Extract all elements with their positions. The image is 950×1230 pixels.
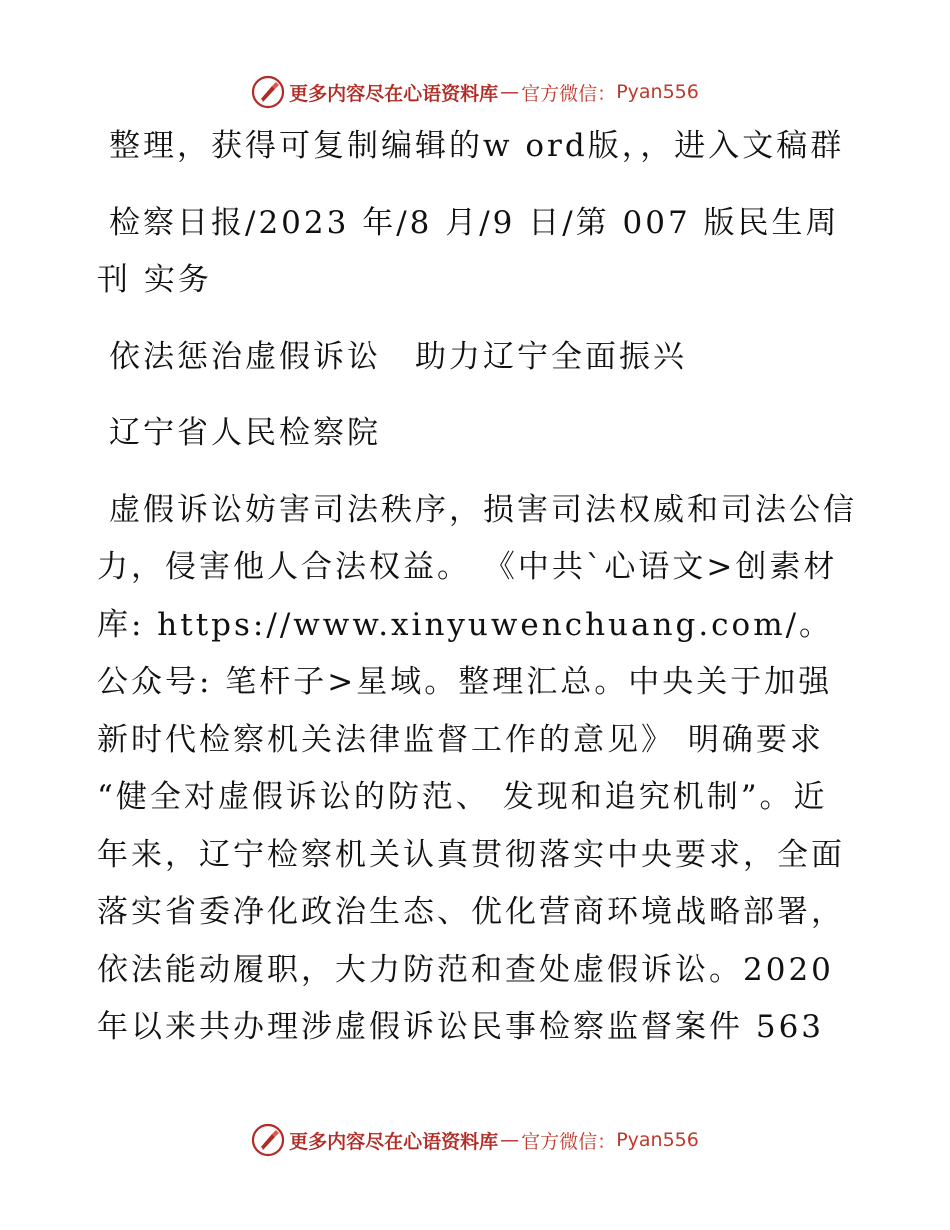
watermark-text: 更多内容尽在心语资料库	[289, 82, 499, 105]
watermark-contact-id: Pyan556	[616, 1129, 699, 1151]
footer-watermark	[0, 1120, 950, 1160]
watermark-text: 更多内容尽在心语资料库	[289, 1130, 499, 1153]
pen-logo-icon	[251, 1123, 285, 1157]
source-line: 检察日报/2023 年/8 月/9 日/第 007 版民生周刊 实务	[97, 204, 840, 298]
watermark-contact-id: Pyan556	[616, 81, 699, 103]
article-body-paragraph: 虚假诉讼妨害司法秩序，损害司法权威和司法公信力，侵害他人合法权益。 《中共`心语文>创素材库: https://www.xinyuwenchuang.com/。公众号: 笔杆子>星域。整理汇总。中央关于加强新时代检察机关法律监督工作的意见》 明确要求 “健全对虚假诉讼的防范、 发现和追究机制”。近年来，辽宁检察机关认真贯彻落实中央要求，全面落实省委净化政治生态、优化营商环境战略部署，依法能动履职，大力防范和查处虚假诉讼。2020年以来共办理涉虚假诉讼民事检察监督案件 563	[97, 491, 857, 1045]
header-watermark	[0, 72, 950, 112]
watermark-contact-label: 官方微信：	[521, 82, 617, 105]
watermark-separator: —	[500, 81, 520, 103]
article-author: 辽宁省人民检察院	[109, 415, 381, 451]
pen-logo-icon	[251, 75, 285, 109]
document-body	[97, 118, 857, 1057]
watermark-separator: —	[500, 1129, 520, 1151]
intro-line: 整理，获得可复制编辑的w ord版，，进入文稿群	[109, 128, 845, 164]
watermark-contact-label: 官方微信：	[521, 1130, 617, 1153]
article-title: 依法惩治虚假诉讼 助力辽宁全面振兴	[109, 338, 687, 375]
